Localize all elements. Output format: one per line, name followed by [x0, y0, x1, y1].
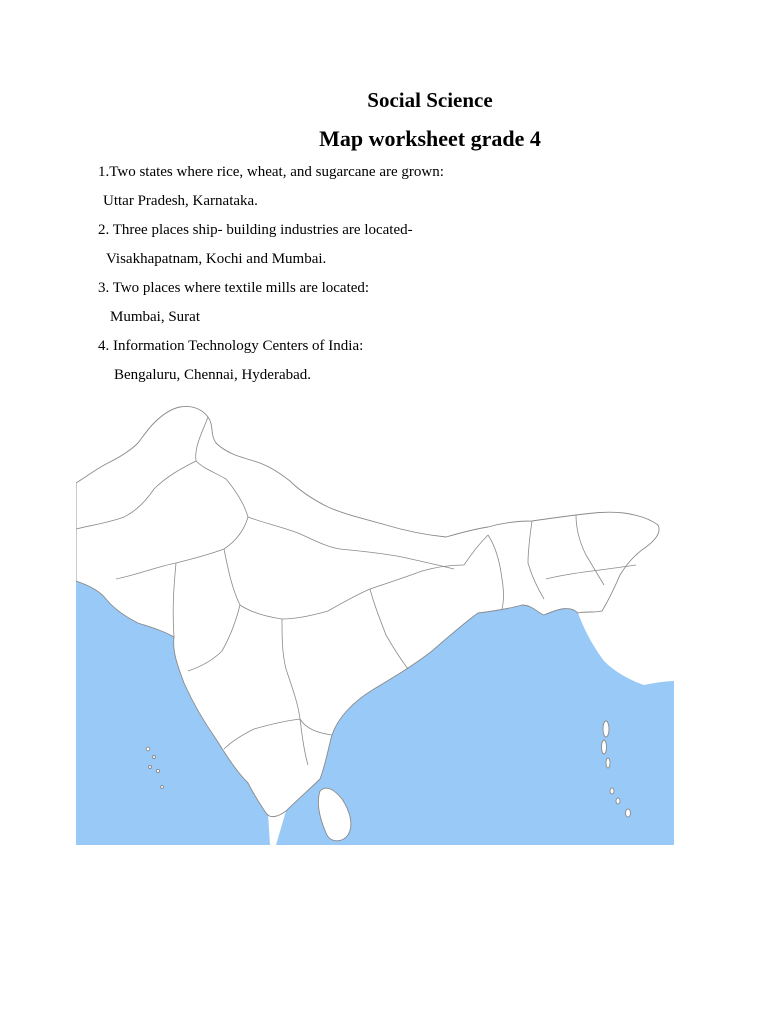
- answer-3: Mumbai, Surat: [110, 309, 200, 325]
- question-4: 4. Information Technology Centers of India:: [98, 338, 364, 354]
- worksheet-title: Map worksheet grade 4: [319, 126, 541, 151]
- answer-1: Uttar Pradesh, Karnataka.: [103, 193, 258, 209]
- question-3: 3. Two places where textile mills are located:: [98, 280, 370, 296]
- answer-4: Bengaluru, Chennai, Hyderabad.: [114, 367, 312, 383]
- question-2: 2. Three places ship- building industries are located-: [98, 222, 413, 238]
- question-1: 1.Two states where rice, wheat, and sugarcane are grown:: [98, 164, 444, 180]
- answer-2: Visakhapatnam, Kochi and Mumbai.: [106, 251, 327, 267]
- worksheet-subject: Social Science: [367, 88, 493, 112]
- india-outline-map: [76, 399, 674, 845]
